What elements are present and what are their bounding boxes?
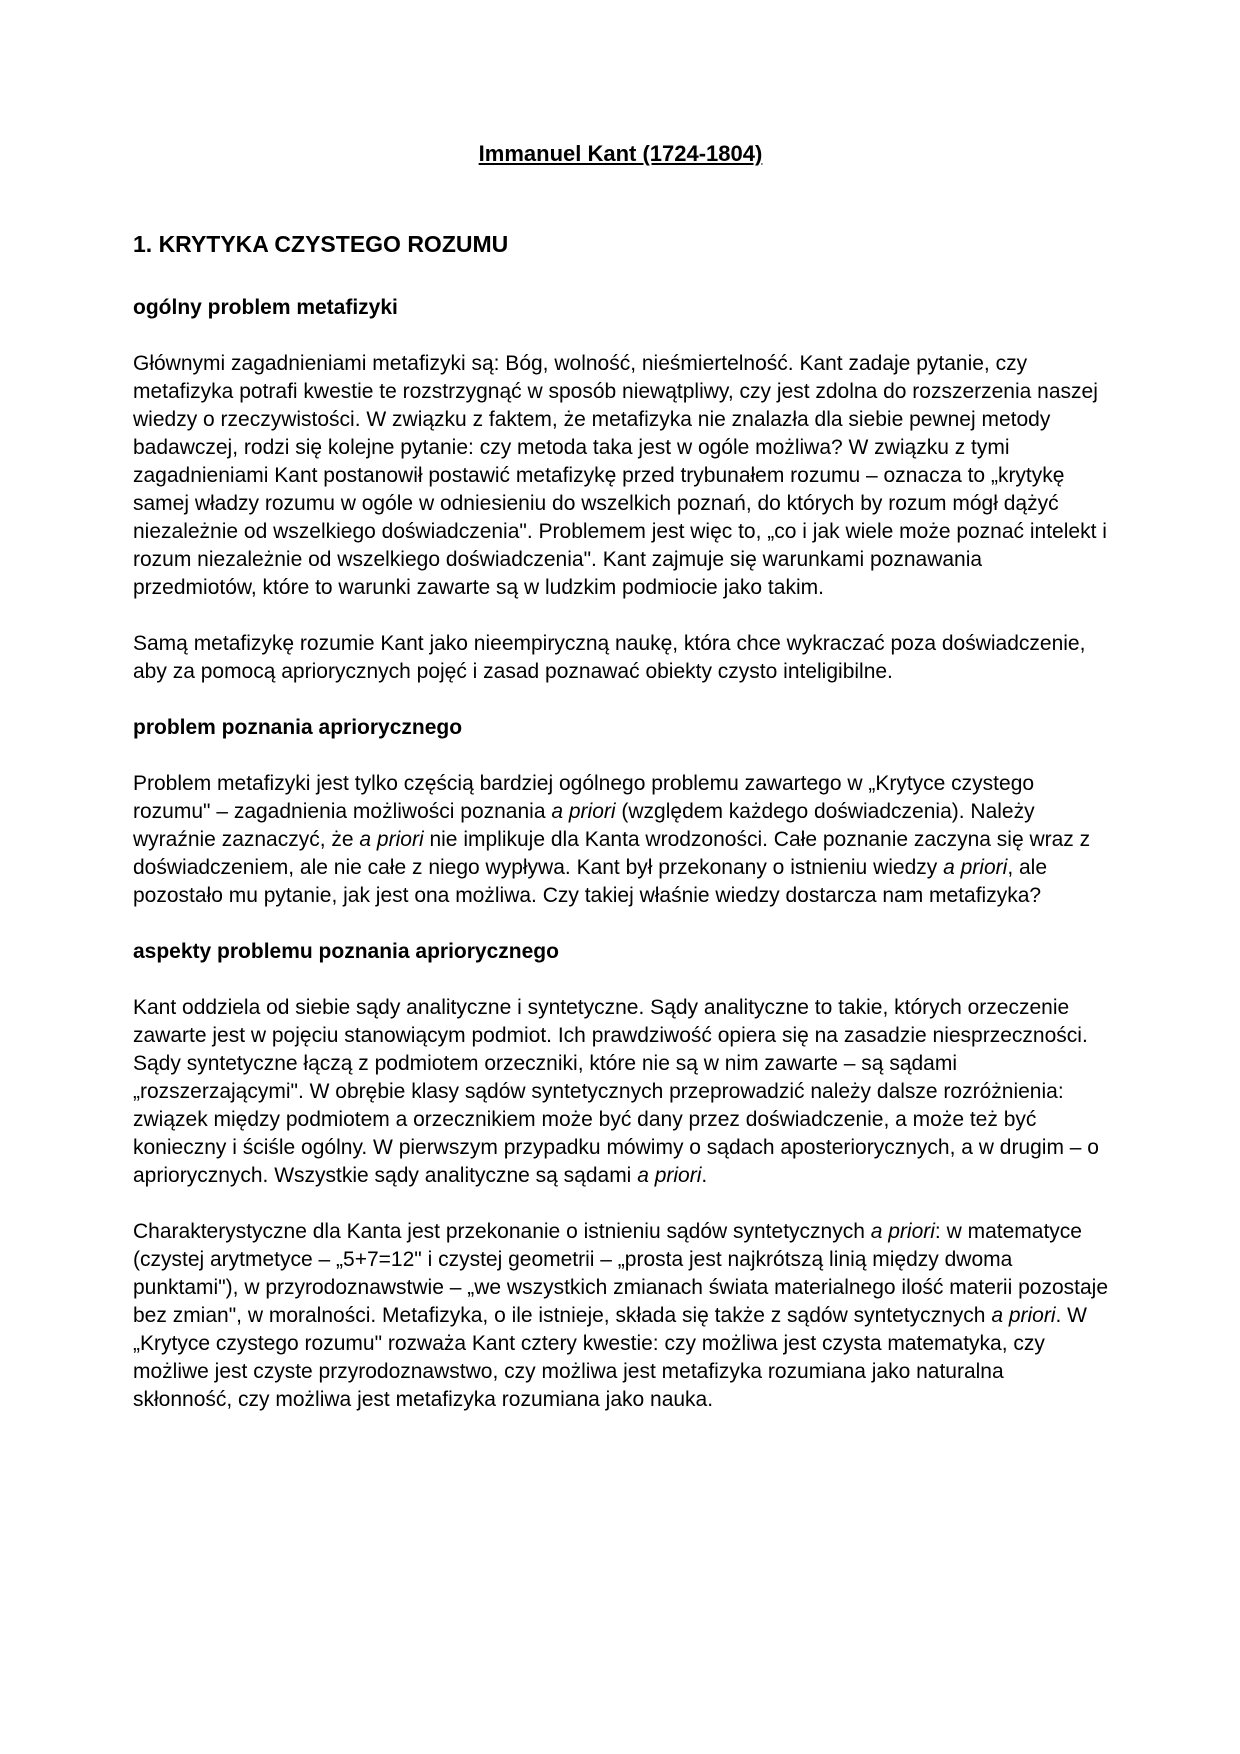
italic-run: a priori <box>359 828 424 851</box>
text-run: . W „Krytyce czystego rozumu" rozważa Kant cztery kwestie: czy możliwa jest czysta matematyka, czy możliwe jest czyste przyrodoznawstwo, czy możliwa jest metafizyka rozumiana jako naturalna skłonność, czy możliwa jest metafizyka rozumiana jako nauka. <box>133 1304 1088 1411</box>
text-run: nie implikuje dla Kanta wrodzoności. Całe poznanie zaczyna się wraz z doświadczeniem, ale nie całe z niego wypływa. Kant był przekonany o istnieniu wiedzy <box>133 828 1091 879</box>
paragraph-sady-analityczne-syntetyczne <box>133 994 1108 1190</box>
text-run: Problem metafizyki jest tylko częścią bardziej ogólnego problemu zawartego w „Krytyce czystego rozumu" – zagadnienia możliwości poznania <box>133 772 1035 823</box>
section-heading-krytyka-czystego-rozumu: 1. KRYTYKA CZYSTEGO ROZUMU <box>133 231 509 257</box>
italic-run: a priori <box>551 800 616 823</box>
italic-run: a priori <box>943 856 1008 879</box>
paragraph-glowne-zagadnienia <box>133 350 1108 602</box>
document-title: Immanuel Kant (1724-1804) <box>478 141 763 166</box>
text-run: , ale pozostało mu pytanie, jak jest ona możliwa. Czy takiej właśnie wiedzy dostarcza nam metafizyka? <box>133 856 1048 907</box>
italic-run: a priori <box>991 1304 1056 1327</box>
text-run: Głównymi zagadnieniami metafizyki są: Bóg, wolność, nieśmiertelność. Kant zadaje pytanie, czy metafizyka potrafi kwestie te rozstrzygnąć w sposób niewątpliwy, czy jest zdolna do rozszerzenia naszej wiedzy o rzeczywistości. W związku z faktem, że metafizyka nie znalazła dla siebie pewnej metody badawczej, rodzi się kolejne pytanie: czy metoda taka jest w ogóle możliwa? W związku z tymi zagadnieniami Kant postanowił postawić metafizykę przed trybunałem rozumu – oznacza to „krytykę samej władzy rozumu w ogóle w odniesieniu do wszelkich poznań, do których by rozum mógł dążyć niezależnie od wszelkiego doświadczenia". Problemem jest więc to, „co i jak wiele może poznać intelekt i rozum niezależnie od wszelkiego doświadczenia". Kant zajmuje się warunkami poznawania przedmiotów, które to warunki zawarte są w ludzkim podmiocie jako takim. <box>133 352 1107 599</box>
italic-run: a priori <box>637 1164 702 1187</box>
italic-run: a priori <box>870 1220 935 1243</box>
paragraph-sama-metafizyka <box>133 630 1108 686</box>
text-run: Samą metafizykę rozumie Kant jako nieempiryczną naukę, która chce wykraczać poza doświadczenie, aby za pomocą apriorycznych pojęć i zasad poznawać obiekty czysto inteligibilne. <box>133 632 1086 683</box>
subheading-aspekty-problemu-poznania: aspekty problemu poznania apriorycznego <box>133 940 559 963</box>
subheading-ogolny-problem-metafizyki: ogólny problem metafizyki <box>133 296 398 319</box>
text-run: : w matematyce (czystej arytmetyce – „5+7=12" i czystej geometrii – „prosta jest najkrótszą linią między dwoma punktami"), w przyrodoznawstwie – „we wszystkich zmianach świata materialnego ilość materii pozostaje bez zmian", w moralności. Metafizyka, o ile istnieje, składa się także z sądów syntetycznych <box>133 1220 1108 1327</box>
paragraph-problem-metafizyki <box>133 770 1108 910</box>
subheading-problem-poznania-apriorycznego: problem poznania apriorycznego <box>133 716 463 739</box>
text-run: Charakterystyczne dla Kanta jest przekonanie o istnieniu sądów syntetycznych <box>133 1220 871 1243</box>
text-run: . <box>701 1164 708 1187</box>
text-run: Kant oddziela od siebie sądy analityczne i syntetyczne. Sądy analityczne to takie, których orzeczenie zawarte jest w pojęciu stanowiącym podmiot. Ich prawdziwość opiera się na zasadzie niesprzeczności. Sądy syntetyczne łączą z podmiotem orzeczniki, które nie są w nim zawarte – są sądami „rozszerzającymi". W obrębie klasy sądów syntetycznych przeprowadzić należy dalsze rozróżnienia: związek między podmiotem a orzecznikiem może być dany przez doświadczenie, a może też być konieczny i ściśle ogólny. W pierwszym przypadku mówimy o sądach aposteriorycznych, a w drugim – o apriorycznych. Wszystkie sądy analityczne są sądami <box>133 996 1099 1187</box>
text-run: (względem każdego doświadczenia). Należy wyraźnie zaznaczyć, że <box>133 800 1035 851</box>
paragraph-sady-syntetyczne-a-priori <box>133 1218 1108 1414</box>
